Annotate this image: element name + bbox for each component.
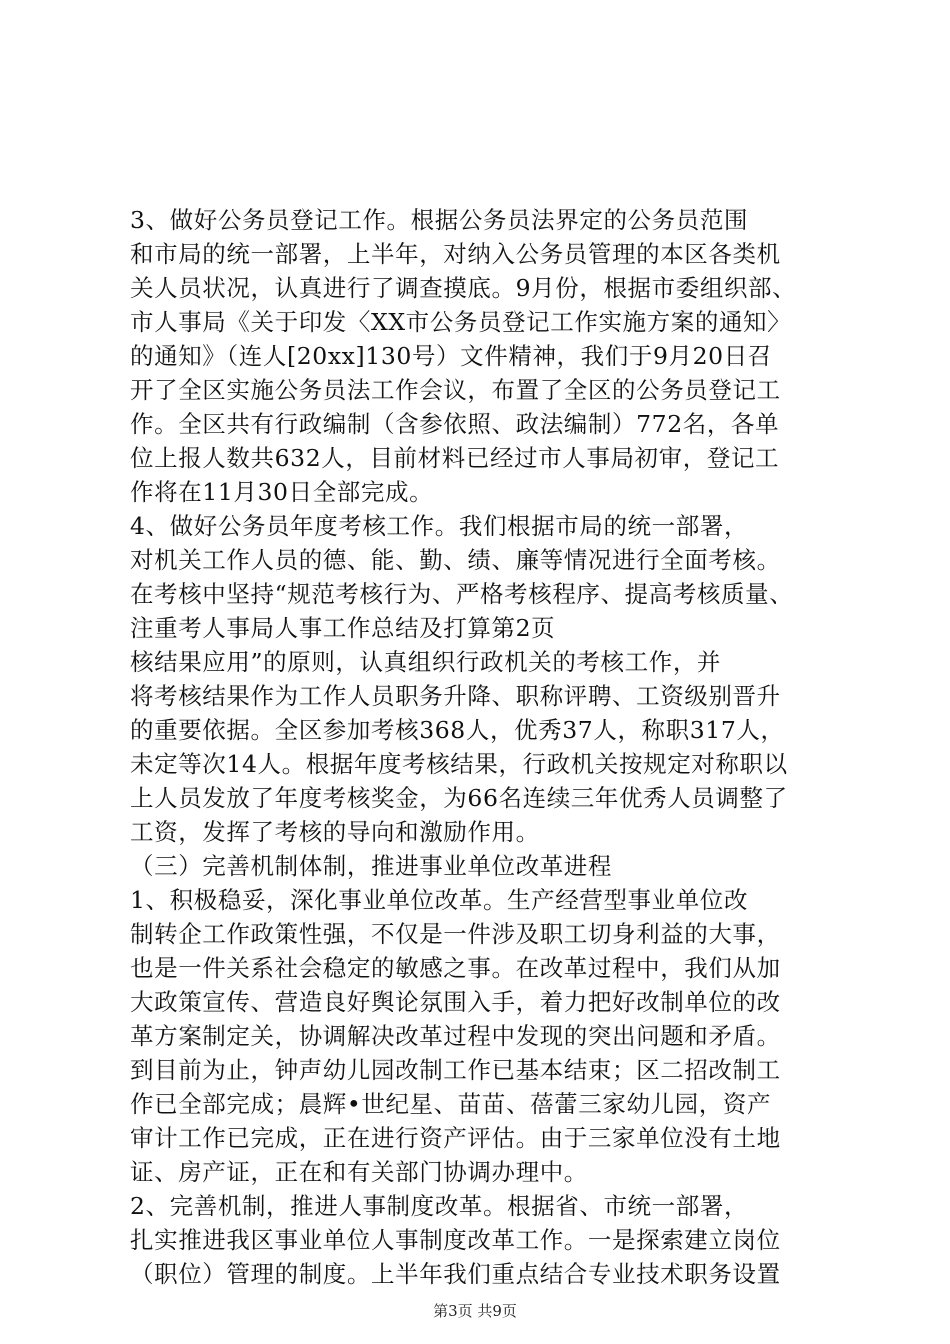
text-line: 审计工作已完成，正在进行资产评估。由于三家单位没有土地 xyxy=(130,1124,781,1152)
text-line: 大政策宣传、营造良好舆论氛围入手，着力把好改制单位的改 xyxy=(130,988,781,1016)
text-line: 对机关工作人员的德、能、勤、绩、廉等情况进行全面考核。 xyxy=(130,546,781,574)
text-line: 开了全区实施公务员法工作会议，布置了全区的公务员登记工 xyxy=(130,376,781,404)
text-line: 市人事局《关于印发〈XX市公务员登记工作实施方案的通知〉 xyxy=(130,308,792,336)
text-line: 证、房产证，正在和有关部门协调办理中。 xyxy=(130,1158,588,1186)
text-line: （职位）管理的制度。上半年我们重点结合专业技术职务设置 xyxy=(130,1260,781,1288)
text-line: 的重要依据。全区参加考核368人，优秀37人，称职317人， xyxy=(130,716,785,744)
text-line: 关人员状况，认真进行了调查摸底。9月份，根据市委组织部、 xyxy=(130,274,797,302)
page-footer: 第3页 共9页 xyxy=(433,1302,517,1320)
text-line: 也是一件关系社会稳定的敏感之事。在改革过程中，我们从加 xyxy=(130,954,781,982)
text-line: 的通知》（连人[20xx]130号）文件精神，我们于9月20日召 xyxy=(130,342,772,370)
text-line: 在考核中坚持“规范考核行为、严格考核程序、提高考核质量、 xyxy=(130,580,794,608)
text-line: 将考核结果作为工作人员职务升降、职称评聘、工资级别晋升 xyxy=(130,682,781,710)
text-line: 1、积极稳妥，深化事业单位改革。生产经营型事业单位改 xyxy=(130,886,749,914)
document-body xyxy=(130,203,835,1291)
text-line: 位上报人数共632人，目前材料已经过市人事局初审，登记工 xyxy=(130,444,780,472)
text-line: 到目前为止，钟声幼儿园改制工作已基本结束；区二招改制工 xyxy=(130,1056,781,1084)
text-line: 未定等次14人。根据年度考核结果，行政机关按规定对称职以 xyxy=(130,750,788,778)
text-line: 扎实推进我区事业单位人事制度改革工作。一是探索建立岗位 xyxy=(130,1226,781,1254)
text-line: 3、做好公务员登记工作。根据公务员法界定的公务员范围 xyxy=(130,206,749,234)
text-line: 革方案制定关，协调解决改革过程中发现的突出问题和矛盾。 xyxy=(130,1022,781,1050)
text-line: 作将在11月30日全部完成。 xyxy=(130,478,434,506)
text-line: 制转企工作政策性强，不仅是一件涉及职工切身利益的大事， xyxy=(130,920,781,948)
text-line: 和市局的统一部署，上半年，对纳入公务员管理的本区各类机 xyxy=(130,240,781,268)
text-line: 作已全部完成；晨辉•世纪星、苗苗、蓓蕾三家幼儿园，资产 xyxy=(130,1090,772,1118)
text-line: 作。全区共有行政编制（含参依照、政法编制）772名，各单 xyxy=(130,410,780,438)
text-line: 工资，发挥了考核的导向和激励作用。 xyxy=(130,818,540,846)
section-heading: （三）完善机制体制，推进事业单位改革进程 xyxy=(130,852,612,880)
text-line: 注重考人事局人事工作总结及打算第2页 xyxy=(130,614,556,642)
text-line: 2、完善机制，推进人事制度改革。根据省、市统一部署， xyxy=(130,1192,749,1220)
text-line: 上人员发放了年度考核奖金，为66名连续三年优秀人员调整了 xyxy=(130,784,788,812)
text-line: 4、做好公务员年度考核工作。我们根据市局的统一部署， xyxy=(130,512,749,540)
text-line: 核结果应用”的原则，认真组织行政机关的考核工作，并 xyxy=(130,648,722,676)
